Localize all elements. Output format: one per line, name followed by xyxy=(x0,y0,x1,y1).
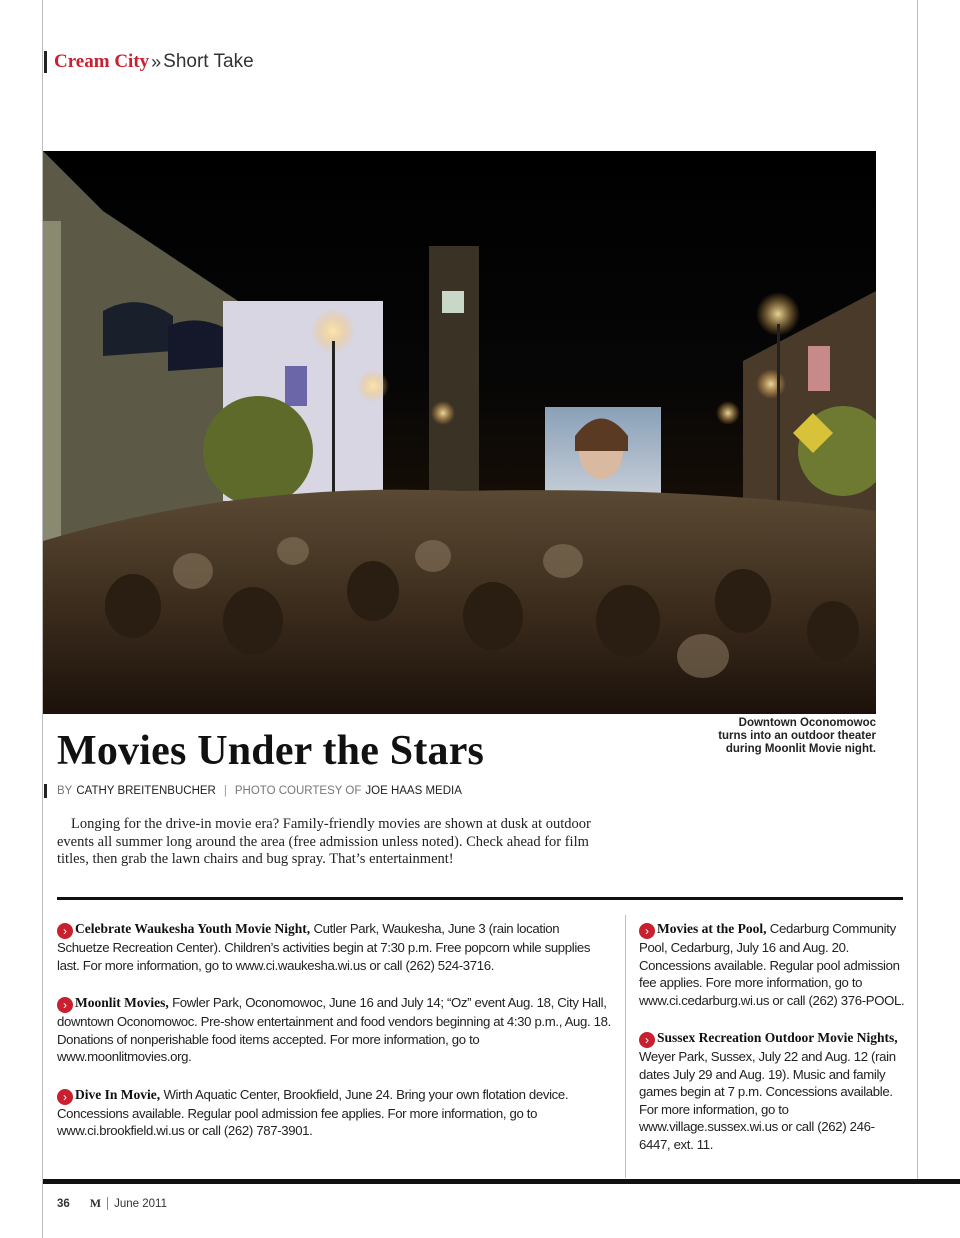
street-lamp-glow xyxy=(357,370,389,402)
page-margin-line-right xyxy=(917,0,918,1180)
event-name: Celebrate Waukesha Youth Movie Night, xyxy=(75,921,311,936)
clock-face xyxy=(442,291,464,313)
event-details: Cutler Park, Waukesha, June 3 (rain location Schuetze Recreation Center). Children’s activities begin at 7:30 p.m. Free popcorn while supplies last. For more information, go to www.ci.waukesha.wi.us or call (262) 524-3716. xyxy=(57,921,591,973)
event-name: Sussex Recreation Outdoor Movie Nights, xyxy=(657,1030,898,1045)
event-details: Wirth Aquatic Center, Brookfield, June 24. Bring your own flotation device. Concessions available. Regular pool admission fee applies. For more information, go to www.ci.brookfield.wi.us or call (262) 787-3901. xyxy=(57,1086,569,1138)
photo-caption-line: during Moonlit Movie night. xyxy=(725,743,876,755)
event-listing xyxy=(57,994,613,1066)
building-pillar xyxy=(43,221,61,541)
event-name: Dive In Movie, xyxy=(75,1086,161,1102)
events-column-left xyxy=(57,920,613,1160)
arrow-circle-icon: › xyxy=(57,997,73,1013)
event-name: Moonlit Movies, xyxy=(75,995,169,1010)
byline-photo-label: PHOTO COURTESY OF xyxy=(234,785,362,797)
issue-date: June 2011 xyxy=(114,1197,167,1210)
awning xyxy=(103,302,173,356)
event-listing xyxy=(639,920,905,1009)
photo-caption-line: Downtown Oconomowoc xyxy=(738,717,876,729)
clock-tower xyxy=(429,246,479,506)
event-name: Movies at the Pool, xyxy=(657,921,767,936)
lamp-post xyxy=(332,341,335,501)
byline-separator: | xyxy=(223,785,227,797)
section-name: Cream City xyxy=(54,51,150,72)
footer-separator xyxy=(107,1197,108,1210)
byline-photographer: JOE HAAS MEDIA xyxy=(365,785,462,797)
byline-by-label: BY xyxy=(57,785,73,797)
event-listing xyxy=(639,1029,905,1153)
lamp-post xyxy=(777,324,780,524)
publication-logo: M xyxy=(89,1196,102,1210)
hero-photo xyxy=(43,151,876,714)
event-details: Weyer Park, Sussex, July 22 and Aug. 12 (rain dates July 29 and Aug. 19). Music and family games begin at 7 p.m. Concessions available. For more information, go to www.village.sussex.wi.us or call (262) 246-6447, ext. 11. xyxy=(639,1049,896,1152)
tree xyxy=(203,396,313,506)
footer-rule xyxy=(43,1179,960,1184)
article-intro: Longing for the drive-in movie era? Family-friendly movies are shown at dusk at outdoor events all summer long around the area (free admission unless noted). Check ahead for film titles, then grab the lawn chairs and bug spray. That’s entertainment! xyxy=(57,816,591,867)
event-listing xyxy=(57,1086,613,1140)
arrow-circle-icon: › xyxy=(639,1032,655,1048)
section-separator: » xyxy=(151,51,162,72)
byline-accent-bar xyxy=(44,784,47,798)
header-accent-bar xyxy=(44,51,47,73)
event-listing xyxy=(57,920,613,974)
article-title: Movies Under the Stars xyxy=(57,728,485,774)
hero-photo-illustration xyxy=(43,151,876,714)
arrow-circle-icon: › xyxy=(57,1089,73,1105)
page-number: 36 xyxy=(57,1197,70,1210)
arrow-circle-icon: › xyxy=(639,923,655,939)
arrow-circle-icon: › xyxy=(57,923,73,939)
events-column-right xyxy=(639,920,905,1173)
photo-caption-line: turns into an outdoor theater xyxy=(718,730,876,742)
section-header xyxy=(44,50,254,74)
section-rule xyxy=(57,897,903,900)
event-details: Fowler Park, Oconomowoc, June 16 and July 14; “Oz” event Aug. 18, City Hall, downtown Oconomowoc. Pre-show entertainment and food vendors beginning at 4:30 p.m., Aug. 18. Donations of nonperishable food items accepted. For more information, go to www.moonlitmovies.org. xyxy=(57,995,611,1064)
byline xyxy=(44,784,462,798)
column-divider xyxy=(625,915,626,1178)
street-lamp-glow xyxy=(716,401,740,425)
street-banner xyxy=(285,366,307,406)
photo-caption xyxy=(690,717,876,756)
street-banner xyxy=(808,346,830,391)
event-details: Cedarburg Community Pool, Cedarburg, July 16 and Aug. 20. Concessions available. Regular pool admission fee applies. Fore more information, go to www.ci.cedarburg.wi.us or call (262) 376-POOL. xyxy=(639,921,905,1008)
byline-author: CATHY BREITENBUCHER xyxy=(76,785,216,797)
page-footer xyxy=(57,1196,167,1211)
street-lamp-glow xyxy=(756,369,786,399)
street-lamp-glow xyxy=(431,401,455,425)
subsection-name: Short Take xyxy=(163,51,254,72)
